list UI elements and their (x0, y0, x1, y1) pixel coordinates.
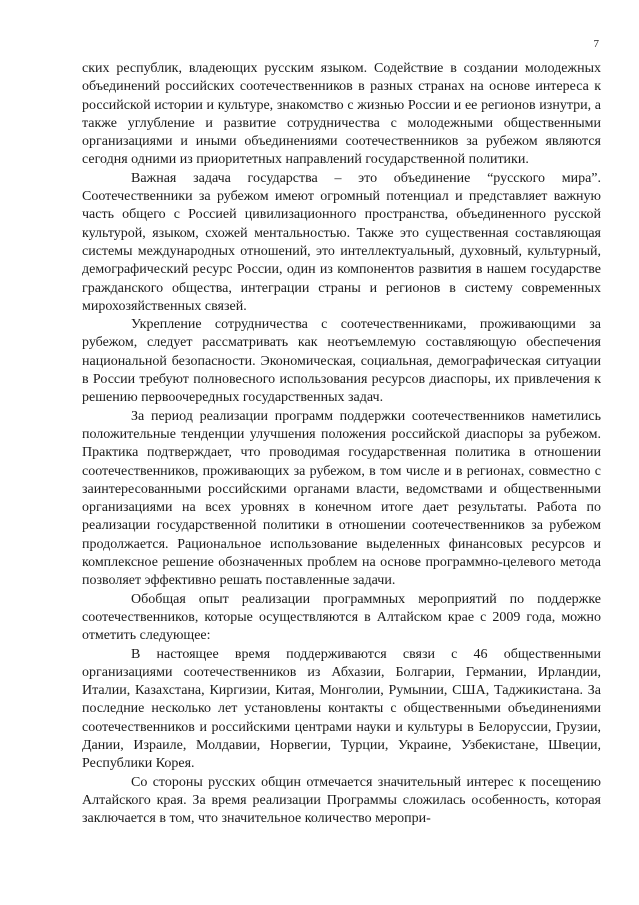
paragraph-visits: Со стороны русских общин отмечается значительный интерес к посещению Алтайского края. За время реализации Программы сложилась особенность, которая заключается в том, что значительное количество меропри- (82, 774, 601, 827)
body-text (82, 60, 601, 828)
paragraph-program-results: За период реализации программ поддержки соотечественников наметились положительные тенденции улучшения положения российской диаспоры за рубежом. Практика подтверждает, что проводимая государственная политика в отношении соотечественников, проживающих за рубежом, в том числе и в регионах, совместно с заинтересованными российскими органами власти, ведомствами и общественными организациями на всех уровнях в конечном итоге дает результаты. Работа по реализации государственной политики в отношении соотечественников за рубежом продолжается. Рациональное использование выделенных финансовых ресурсов и комплексное решение обозначенных проблем на основе программно-целевого метода позволяет эффективно решать поставленные задачи. (82, 408, 601, 589)
page-number: 7 (593, 38, 599, 50)
paragraph-altai-experience: Обобщая опыт реализации программных мероприятий по поддержке соотечественников, которые осуществляются в Алтайском крае с 2009 года, можно отметить следующее: (82, 591, 601, 644)
paragraph-russian-world: Важная задача государства – это объединение “русского мира”. Соотечественники за рубежом имеют огромный потенциал и представляет важную часть общего с Россией цивилизационного пространства, объединенного русской культурой, языком, схожей ментальностью. Также это существенная составляющая системы международных отношений, это интеллектуальный, духовный, культурный, демографический ресурс России, один из компонентов развития в нашем государстве гражданского общества, интеграции страны и регионов в систему современных мирохозяйственных связей. (82, 170, 601, 314)
paragraph-organizations: В настоящее время поддерживаются связи с 46 общественными организациями соотечественников из Абхазии, Болгарии, Германии, Ирландии, Италии, Казахстана, Киргизии, Китая, Монголии, Румынии, США, Таджикистана. За последние несколько лет установлены контакты с общественными объединениями соотечественников и российскими центрами науки и культуры в Белоруссии, Грузии, Дании, Израиле, Молдавии, Норвегии, Турции, Украине, Узбекистане, Швеции, Республики Корея. (82, 646, 601, 772)
paragraph-national-security: Укрепление сотрудничества с соотечественниками, проживающими за рубежом, следует рассматривать как неотъемлемую составляющую обеспечения национальной безопасности. Экономическая, социальная, демографическая ситуации в России требуют полновесного использования ресурсов диаспоры, их привлечения к решению первоочередных государственных задач. (82, 317, 601, 406)
paragraph-continuation: ских республик, владеющих русским языком. Содействие в создании молодежных объединений российских соотечественников в разных странах на основе интереса к российской истории и культуре, знакомство с жизнью России и ее регионов изнутри, а также углубление и развитие сотрудничества с молодежными общественными организациями и иными объединениями соотечественников за рубежом являются сегодня одними из приоритетных направлений государственной политики. (82, 61, 601, 168)
